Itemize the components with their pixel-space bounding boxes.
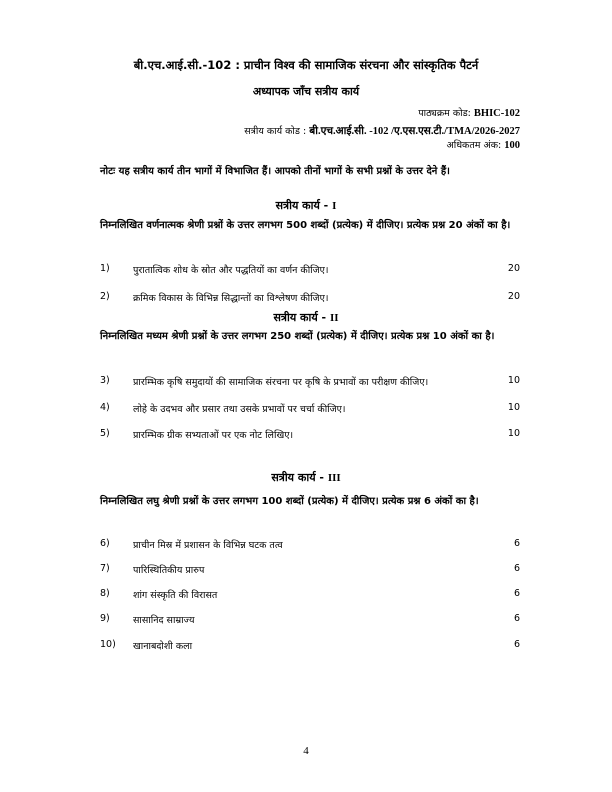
question-number: 10) — [100, 639, 116, 650]
question-text: खानाबदोशी कला — [133, 641, 193, 652]
assignment-code-label: सत्रीय कार्य कोड : — [244, 126, 307, 137]
section-roman-numeral: III — [327, 472, 341, 484]
question-text: क्रमिक विकास के विभिन्न सिद्धान्तों का विश्लेषण कीजिए। — [133, 293, 329, 304]
section-heading-1 — [0, 198, 612, 213]
section-heading-text: सत्रीय कार्य - — [271, 471, 324, 484]
section-heading-text: सत्रीय कार्य - — [273, 311, 327, 324]
question-number: 2) — [100, 291, 110, 302]
assignment-code-value: बी.एच.आई.सी. -102 /ए.एस.एस.टी./TMA/2026-2027 — [309, 126, 520, 137]
question-number: 9) — [100, 613, 110, 624]
question-number: 3) — [100, 375, 110, 386]
section-instruction-3: निम्नलिखित लघु श्रेणी प्रश्नों के उत्तर लगभग 100 शब्दों (प्रत्येक) में दीजिए। प्रत्येक प्रश्न 6 अंकों का है। — [100, 496, 479, 507]
course-code-value: BHIC-102 — [473, 108, 520, 119]
question-number: 4) — [100, 402, 110, 413]
question-marks: 6 — [513, 613, 520, 624]
section-heading-text: सत्रीय कार्य - — [275, 199, 329, 212]
note-text: नोटः यह सत्रीय कार्य तीन भागों में विभाजित हैं। आपको तीनों भागों के सभी प्रश्नों के उत्तर देने हैं। — [100, 166, 450, 177]
question-marks: 6 — [513, 588, 520, 599]
document-title: बी.एच.आई.सी.-102 : प्राचीन विश्व की सामाजिक संरचना और सांस्कृतिक पैटर्न — [133, 58, 479, 72]
question-marks: 20 — [507, 291, 520, 302]
section-roman-numeral: I — [332, 200, 337, 212]
assignment-code-line — [244, 124, 520, 138]
max-marks-value: 100 — [504, 140, 520, 151]
max-marks-line — [446, 138, 520, 151]
question-marks: 6 — [513, 538, 520, 549]
question-marks: 10 — [507, 375, 520, 386]
question-text: पारिस्थितिकीय प्रारुप — [133, 565, 205, 576]
section-roman-numeral: II — [329, 312, 339, 324]
page-number: 4 — [303, 745, 309, 757]
section-heading-3 — [0, 470, 612, 485]
question-text: पुरातात्विक शोध के स्रोत और पद्धतियों का वर्णन कीजिए। — [133, 265, 329, 276]
question-marks: 6 — [513, 639, 520, 650]
question-number: 5) — [100, 428, 110, 439]
question-number: 8) — [100, 588, 110, 599]
course-code-line — [418, 106, 520, 119]
question-number: 6) — [100, 538, 110, 549]
section-heading-2 — [0, 310, 612, 325]
question-number: 1) — [100, 263, 110, 274]
section-instruction-2: निम्नलिखित मध्यम श्रेणी प्रश्नों के उत्तर लगभग 250 शब्दों (प्रत्येक) में दीजिए। प्रत्येक प्रश्न 10 अंकों का है। — [100, 331, 495, 342]
question-marks: 6 — [513, 563, 520, 574]
max-marks-label: अधिकतम अंक: — [446, 140, 502, 151]
question-text: प्राचीन मिस्र में प्रशासन के विभिन्न घटक तत्व — [133, 540, 283, 551]
question-text: प्रारम्भिक कृषि समुदायों की सामाजिक संरचना पर कृषि के प्रभावों का परीक्षण कीजिए। — [133, 377, 429, 388]
question-text: शांग संस्कृति की विरासत — [133, 590, 218, 601]
question-marks: 10 — [507, 428, 520, 439]
section-instruction-1: निम्नलिखित वर्णनात्मक श्रेणी प्रश्नों के उत्तर लगभग 500 शब्दों (प्रत्येक) में दीजिए। प्रत्येक प्रश्न 20 अंकों का है। — [100, 220, 511, 231]
question-marks: 20 — [507, 263, 520, 274]
document-subtitle: अध्यापक जाँच सत्रीय कार्य — [252, 85, 360, 98]
question-text: सासानिद साम्राज्य — [133, 615, 195, 626]
question-text: प्रारम्भिक ग्रीक सभ्यताओं पर एक नोट लिखिए। — [133, 430, 294, 441]
question-text: लोहे के उदभव और प्रसार तथा उसके प्रभावों पर चर्चा कीजिए। — [133, 404, 346, 415]
question-marks: 10 — [507, 402, 520, 413]
course-code-label: पाठ्यक्रम कोड: — [418, 108, 471, 119]
question-number: 7) — [100, 563, 110, 574]
